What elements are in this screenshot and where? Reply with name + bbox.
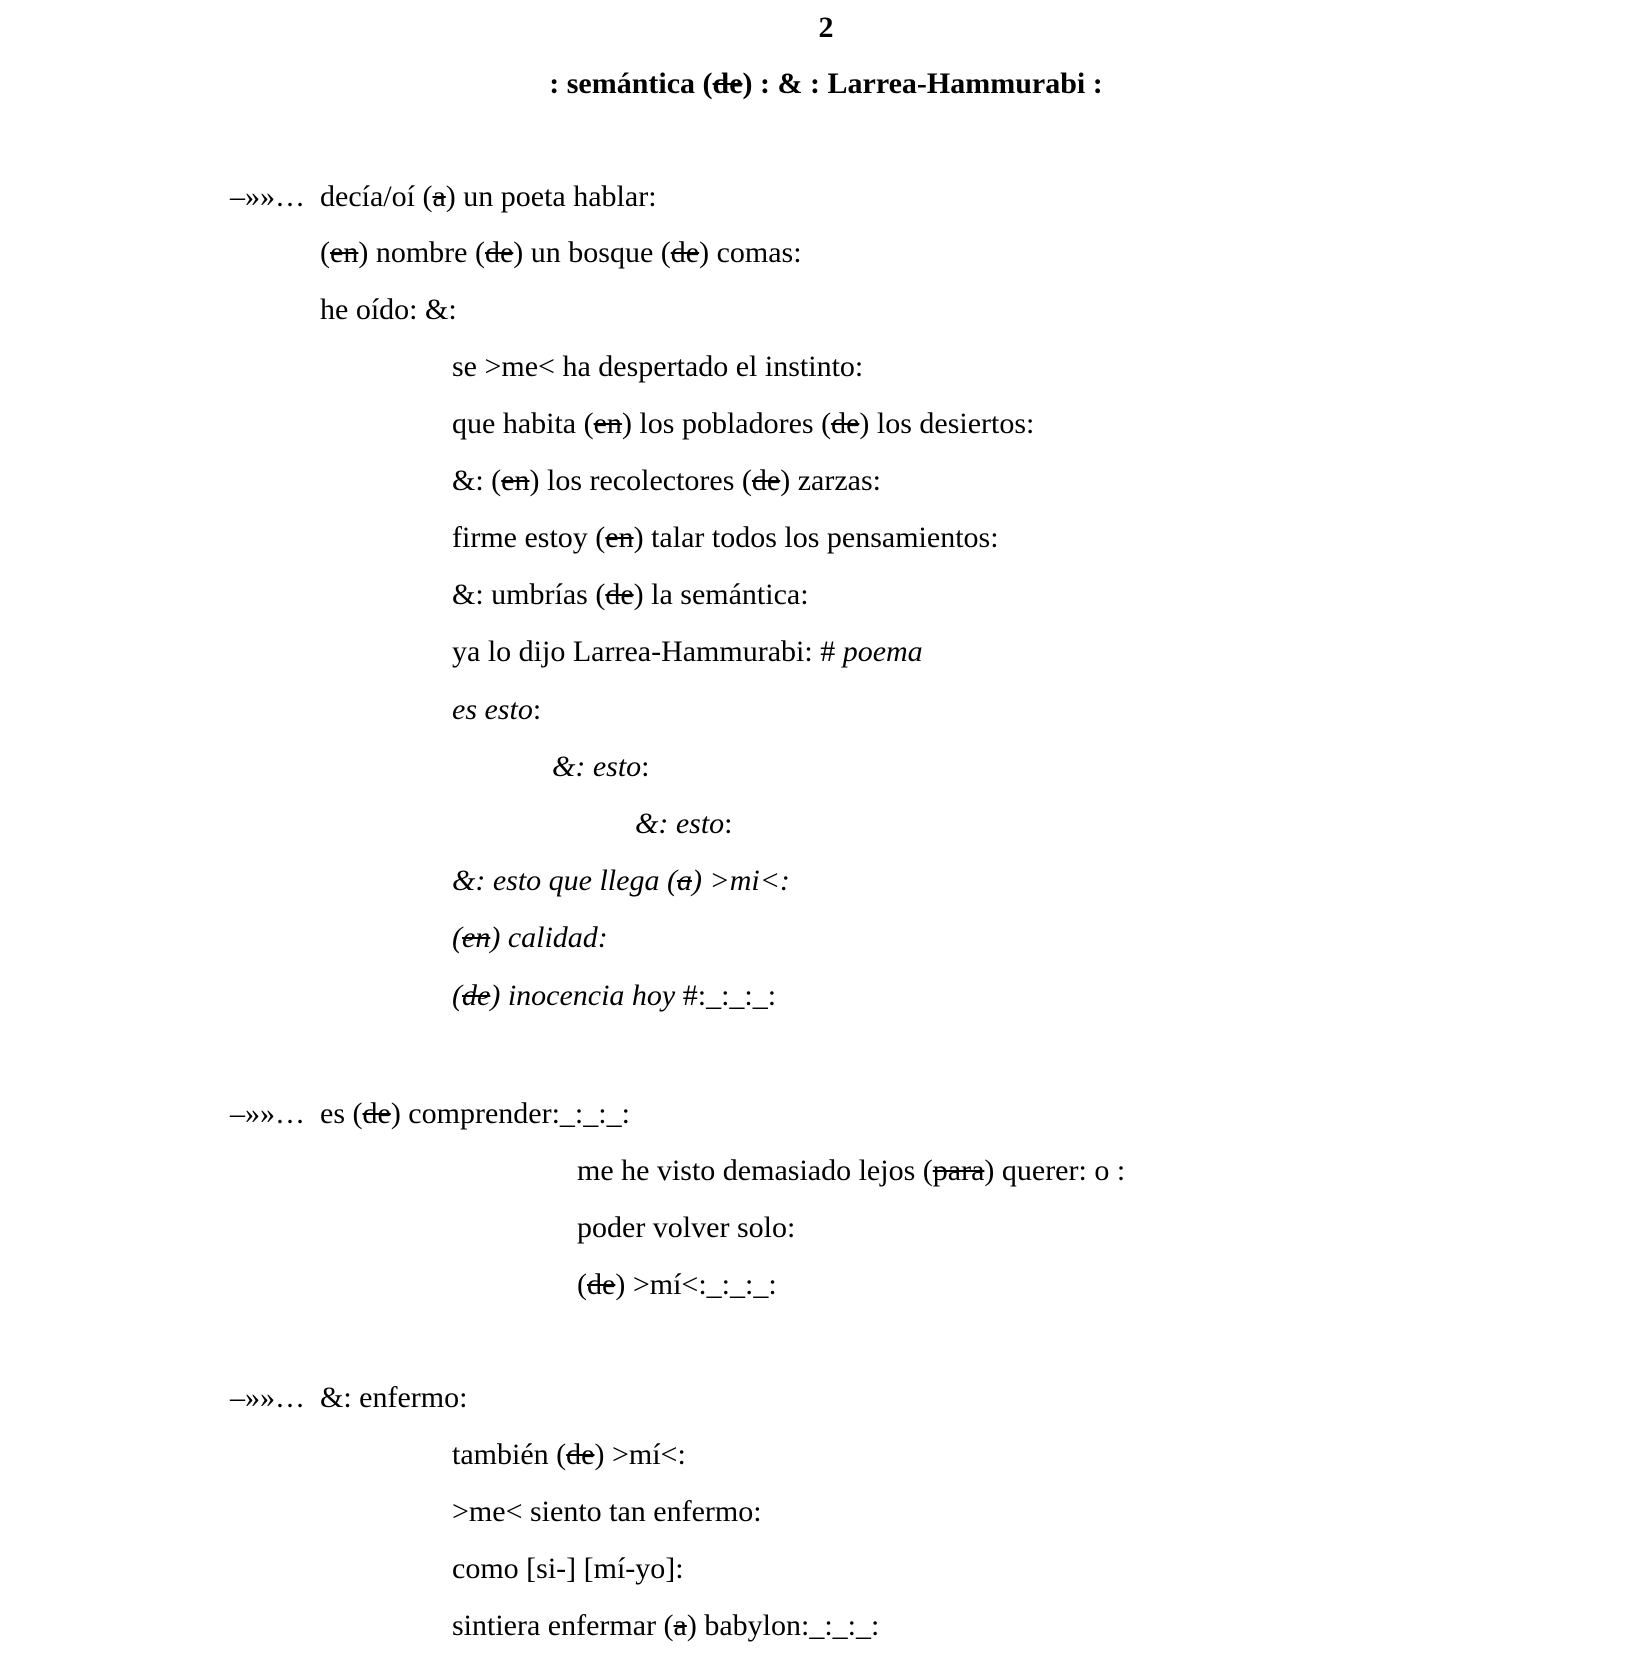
line-text: ) nombre (	[358, 236, 485, 269]
line-text: ) los recolectores (	[529, 464, 752, 497]
line-text: ) comas:	[699, 236, 802, 269]
heading-text: ) : & : Larrea-Hammurabi :	[742, 67, 1103, 100]
struck-word: en	[462, 921, 491, 954]
line-text: como [si-] [mí-yo]:	[452, 1552, 684, 1585]
struck-word: de	[362, 1097, 391, 1130]
line-text: &: esto que llega (	[452, 864, 677, 897]
line-text: poema	[842, 635, 923, 668]
line-text: ) inocencia hoy	[490, 979, 676, 1012]
struck-word: de	[712, 67, 743, 100]
line-text: &: esto	[635, 807, 725, 840]
poem-line	[452, 406, 1034, 442]
poem-line	[452, 520, 999, 556]
poem-line	[452, 920, 608, 956]
line-text: (	[452, 921, 462, 954]
poem-line	[635, 806, 733, 842]
poem-line	[452, 349, 863, 385]
struck-word: a	[673, 1609, 687, 1642]
line-text: ) zarzas:	[780, 464, 881, 497]
struck-word: para	[932, 1154, 985, 1187]
line-text: ) los desiertos:	[859, 407, 1035, 440]
line-text: me he visto demasiado lejos (	[577, 1154, 933, 1187]
line-text: ) >mi<:	[691, 864, 790, 897]
line-text: (	[577, 1268, 587, 1301]
line-text: &: esto	[552, 750, 642, 783]
line-text: :	[532, 693, 542, 726]
line-text: ) la semántica:	[633, 578, 809, 611]
section-marker: –»»…	[230, 180, 305, 213]
line-text: ) un poeta hablar:	[445, 180, 657, 213]
poem-line	[452, 1437, 686, 1473]
line-text: ) >mí<:_:_:_:	[615, 1268, 777, 1301]
line-text: firme estoy (	[452, 521, 606, 554]
line-text: ) un bosque (	[513, 236, 671, 269]
line-text: ) >mí<:	[594, 1438, 686, 1471]
struck-word: en	[605, 521, 634, 554]
poem-line	[452, 577, 809, 613]
poem-line	[577, 1153, 1125, 1189]
poem-line	[452, 978, 776, 1014]
poem-line	[320, 235, 802, 271]
line-text: que habita (	[452, 407, 594, 440]
line-text: &: umbrías (	[452, 578, 606, 611]
line-text: ya lo dijo Larrea-Hammurabi: #	[452, 635, 843, 668]
poem-line	[452, 863, 790, 899]
struck-word: de	[670, 236, 700, 269]
line-text: es (	[320, 1097, 363, 1130]
poem-line	[320, 179, 657, 215]
struck-word: de	[462, 979, 491, 1012]
line-text: es esto	[452, 693, 533, 726]
line-text: &: (	[452, 464, 502, 497]
poem-line	[577, 1210, 795, 1246]
section-marker: –»»…	[230, 1097, 305, 1130]
page-number: 2	[818, 11, 834, 44]
poem-line	[452, 1494, 762, 1530]
line-text: he oído: &:	[320, 293, 457, 326]
heading-text: : semántica (	[549, 67, 713, 100]
poem-line	[452, 1608, 879, 1644]
line-text: también (	[452, 1438, 567, 1471]
poem-line	[452, 463, 881, 499]
line-text: (	[452, 979, 462, 1012]
struck-word: de	[484, 236, 514, 269]
struck-word: de	[566, 1438, 595, 1471]
struck-word: a	[676, 864, 692, 897]
struck-word: en	[593, 407, 622, 440]
struck-word: en	[501, 464, 530, 497]
poem-line	[577, 1267, 777, 1303]
line-text: decía/oí (	[320, 180, 433, 213]
poem-line	[452, 1551, 684, 1587]
line-text: poder volver solo:	[577, 1211, 796, 1244]
line-text: ) babylon:_:_:_:	[686, 1609, 880, 1642]
struck-word: en	[330, 236, 359, 269]
poem-line	[320, 1096, 630, 1132]
poem-line	[452, 634, 923, 670]
line-text: :	[724, 807, 733, 840]
line-text: #:_:_:_:	[675, 979, 777, 1012]
line-text: ) comprender:_:_:_:	[390, 1097, 630, 1130]
line-text: (	[320, 236, 330, 269]
struck-word: de	[831, 407, 860, 440]
line-text: :	[641, 750, 650, 783]
poem-line	[320, 292, 457, 328]
section-marker: –»»…	[230, 1381, 305, 1414]
poem-line	[452, 692, 541, 728]
line-text: >me< siento tan enfermo:	[452, 1495, 762, 1528]
line-text: ) calidad:	[490, 921, 608, 954]
poem-line	[552, 749, 650, 785]
line-text: sintiera enfermar (	[452, 1609, 674, 1642]
struck-word: a	[432, 180, 446, 213]
line-text: se >me< ha despertado el instinto:	[452, 350, 864, 383]
line-text: ) querer: o :	[984, 1154, 1126, 1187]
line-text: ) talar todos los pensamientos:	[633, 521, 999, 554]
line-text: ) los pobladores (	[621, 407, 832, 440]
struck-word: de	[751, 464, 781, 497]
struck-word: de	[587, 1268, 616, 1301]
struck-word: de	[605, 578, 634, 611]
line-text: &: enfermo:	[320, 1381, 468, 1414]
poem-heading	[0, 66, 1652, 102]
poem-line	[320, 1380, 467, 1416]
